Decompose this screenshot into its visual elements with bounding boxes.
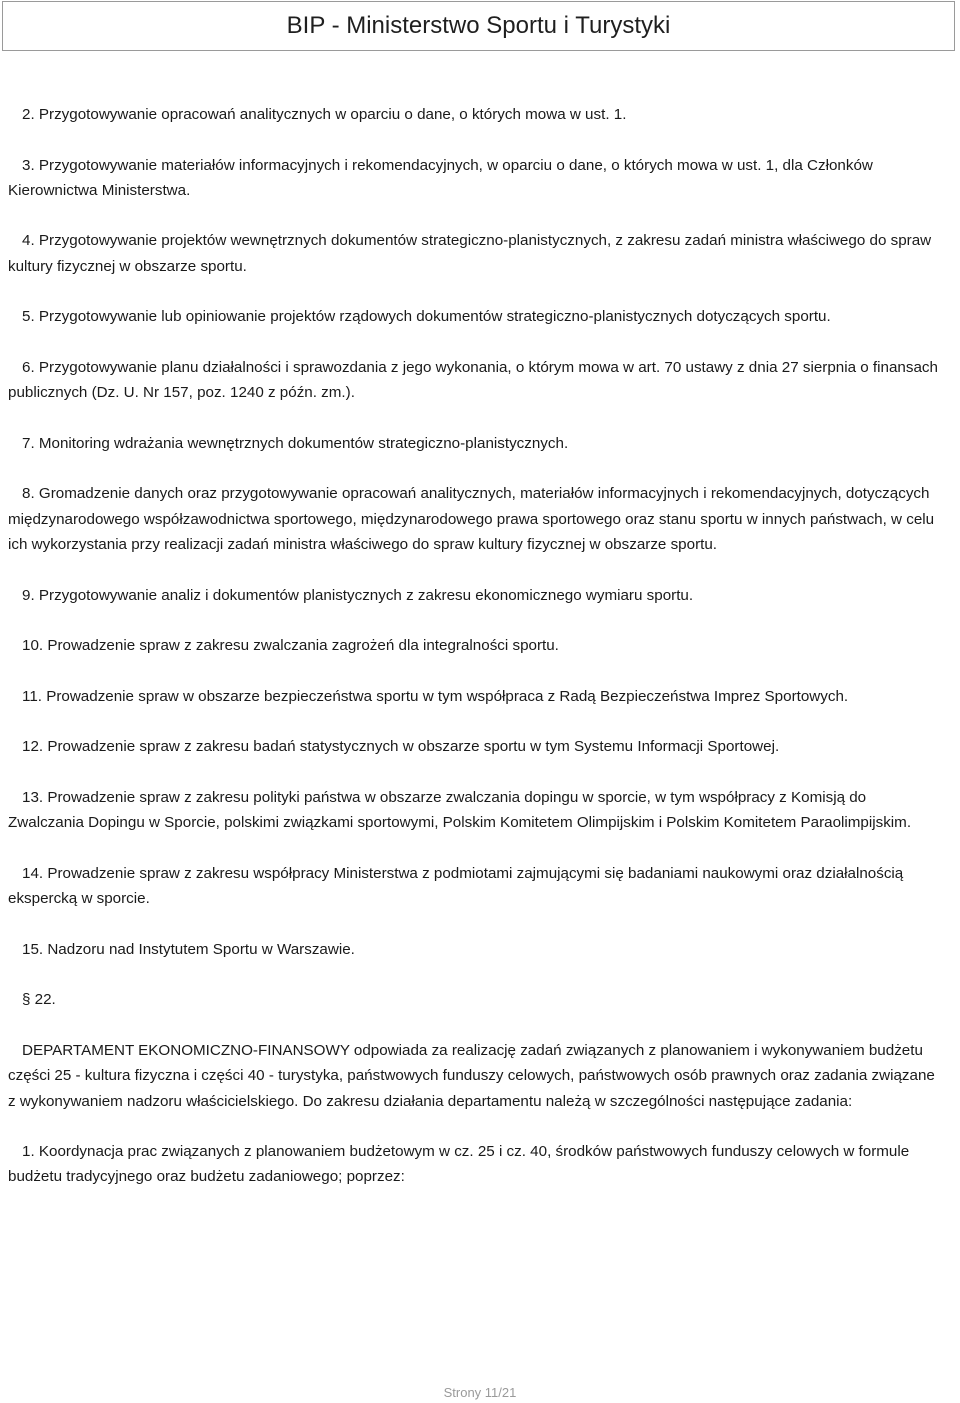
paragraph-item-1: 1. Koordynacja prac związanych z planowaniem budżetowym w cz. 25 i cz. 40, środków państwowych funduszy celowych w formule budżetu tradycyjnego oraz budżetu zadaniowego; poprzez: xyxy=(8,1143,910,1186)
paragraph-item-3: 3. Przygotowywanie materiałów informacyjnych i rekomendacyjnych, w oparciu o dane, o których mowa w ust. 1, dla Członków Kierownictwa Ministerstwa. xyxy=(8,156,873,199)
page-title: BIP - Ministerstwo Sportu i Turystyki xyxy=(286,12,671,39)
paragraph-item-11: 11. Prowadzenie spraw w obszarze bezpieczeństwa sportu w tym współpraca z Radą Bezpieczeństwa Imprez Sportowych. xyxy=(22,687,849,705)
paragraph-item-9: 9. Przygotowywanie analiz i dokumentów planistycznych z zakresu ekonomicznego wymiaru sportu. xyxy=(22,586,694,604)
paragraph-item-2: 2. Przygotowywanie opracowań analitycznych w oparciu o dane, o których mowa w ust. 1. xyxy=(22,106,627,123)
paragraph-item-15: 15. Nadzoru nad Instytutem Sportu w Warszawie. xyxy=(22,940,355,958)
paragraph-item-5: 5. Przygotowywanie lub opiniowanie projektów rządowych dokumentów strategiczno-planistycznych dotyczących sportu. xyxy=(22,308,831,326)
paragraph-item-13: 13. Prowadzenie spraw z zakresu polityki państwa w obszarze zwalczania dopingu w sporcie, w tym współpracy z Komisją do Zwalczania Dopingu w Sporcie, polskimi związkami sportowymi, Polskim Komitetem Olimpijskim i Polskim Komitetem Paraolimpijskim. xyxy=(8,789,912,832)
paragraph-item-10: 10. Prowadzenie spraw z zakresu zwalczania zagrożeń dla integralności sportu. xyxy=(22,637,559,655)
page-number: Strony 11/21 xyxy=(443,1385,517,1400)
paragraph-item-12: 12. Prowadzenie spraw z zakresu badań statystycznych w obszarze sportu w tym Systemu Informacji Sportowej. xyxy=(22,738,780,756)
department-description: DEPARTAMENT EKONOMICZNO-FINANSOWY odpowiada za realizację zadań związanych z planowaniem i wykonywaniem budżetu części 25 - kultura fizyczna i części 40 - turystyka, państwowych funduszy celowych, państwowych osób prawnych oraz zadania związane z wykonywaniem nadzoru właścicielskiego. Do zakresu działania departamentu należą w szczególności następujące zadania: xyxy=(8,1041,935,1110)
document-body xyxy=(8,102,943,1215)
paragraph-item-6: 6. Przygotowywanie planu działalności i sprawozdania z jego wykonania, o którym mowa w art. 70 ustawy z dnia 27 sierpnia o finansach publicznych (Dz. U. Nr 157, poz. 1240 z późn. zm.). xyxy=(8,358,938,402)
paragraph-item-7: 7. Monitoring wdrażania wewnętrznych dokumentów strategiczno-planistycznych. xyxy=(22,434,569,452)
paragraph-item-4: 4. Przygotowywanie projektów wewnętrznych dokumentów strategiczno-planistycznych, z zakresu zadań ministra właściwego do spraw kultury fizycznej w obszarze sportu. xyxy=(8,232,932,275)
paragraph-item-14: 14. Prowadzenie spraw z zakresu współpracy Ministerstwa z podmiotami zajmującymi się badaniami naukowymi oraz działalnością ekspercką w sporcie. xyxy=(8,864,904,908)
paragraph-item-8: 8. Gromadzenie danych oraz przygotowywanie opracowań analitycznych, materiałów informacyjnych i rekomendacyjnych, dotyczących międzynarodowego współzawodnictwa sportowego, międzynarodowego prawa sportowego oraz stanu sportu w innych państwach, w celu ich wykorzystania przy realizacji zadań ministra właściwego do spraw kultury fizycznej w obszarze sportu. xyxy=(8,485,935,554)
section-heading: § 22. xyxy=(22,991,56,1009)
page-header xyxy=(2,1,955,51)
